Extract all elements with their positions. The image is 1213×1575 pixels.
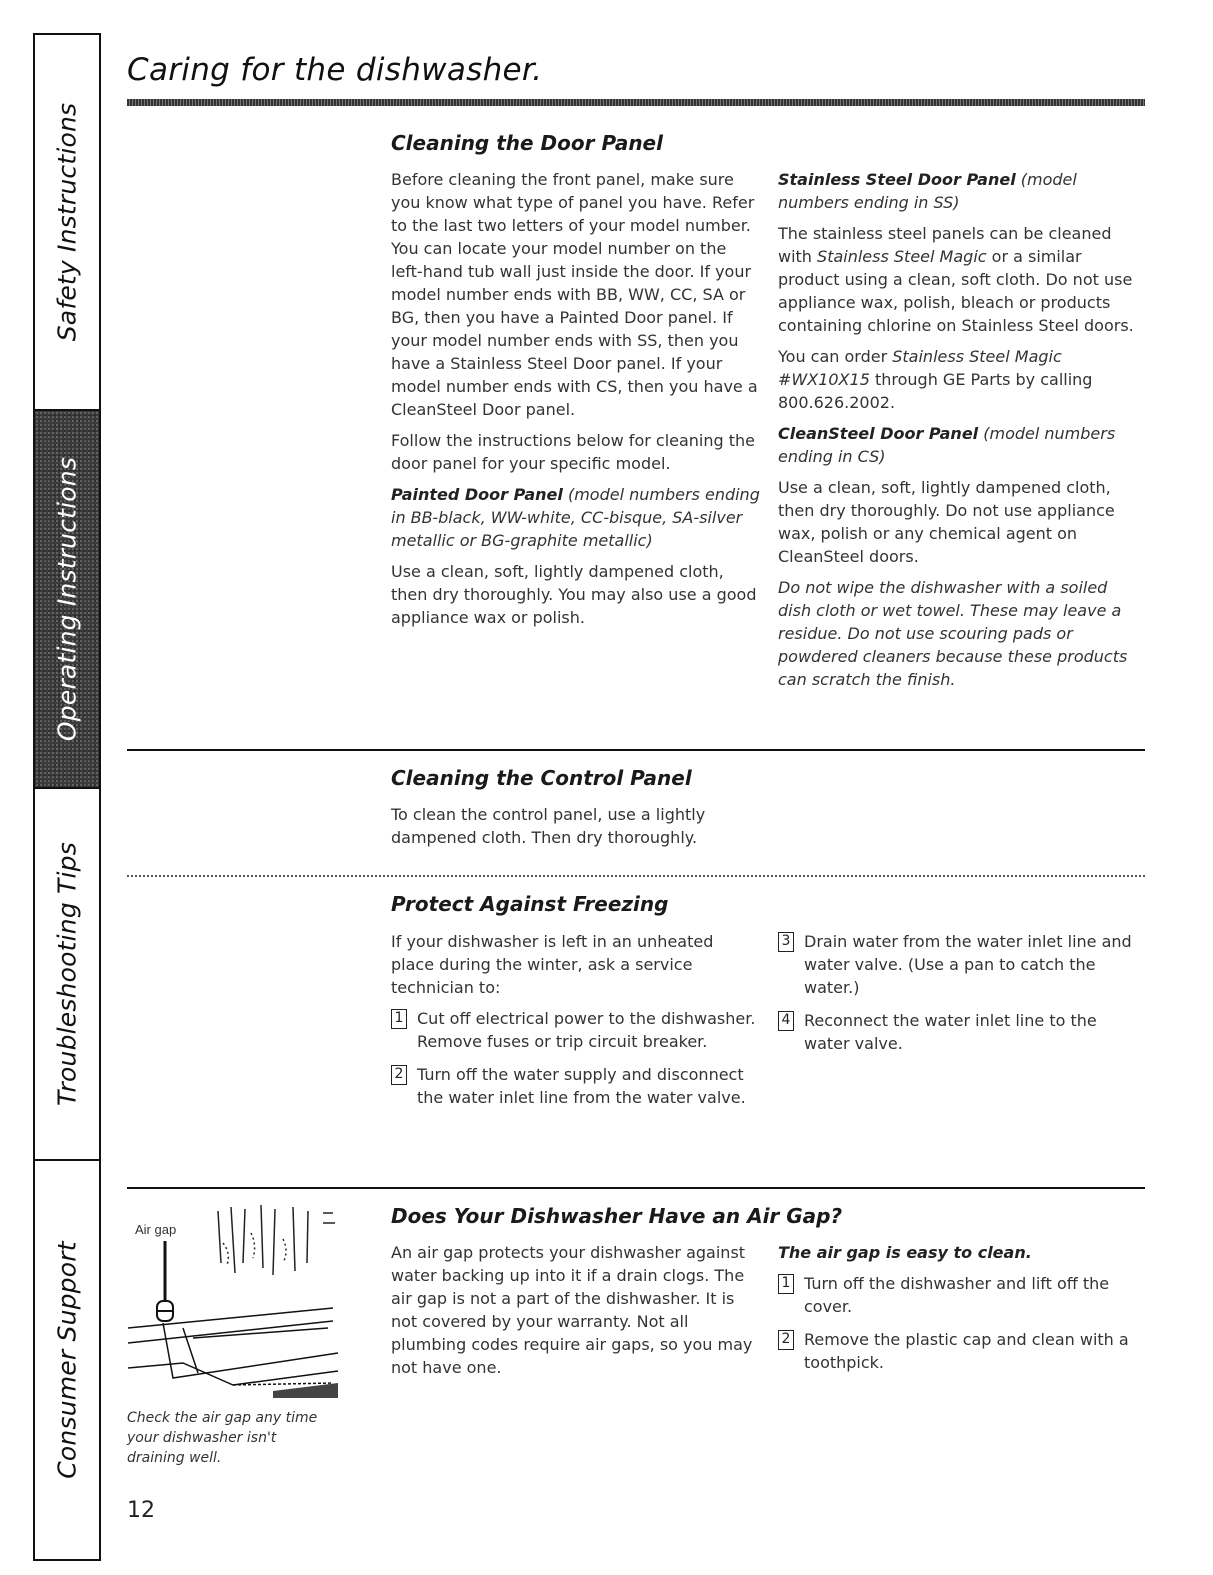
product-name: Stainless Steel Magic #WX10X15 <box>778 347 1062 389</box>
air-gap-fixture <box>157 1301 173 1321</box>
section-divider <box>127 1187 1145 1189</box>
door-panel-warning: Do not wipe the dishwasher with a soiled dish cloth or wet towel. These may leave a residue. Do not use scouring pads or powdered cleaners because these products can scratch the finish. <box>778 578 1128 689</box>
tab-label: Troubleshooting Tips <box>52 842 82 1106</box>
text-part: The stainless steel panels can be cleaned with <box>778 224 1112 266</box>
heading-air-gap: Does Your Dishwasher Have an Air Gap? <box>391 1204 843 1228</box>
air-gap-left-column <box>391 1241 761 1387</box>
step-text: Drain water from the water inlet line and water valve. (Use a pan to catch the water.) <box>804 932 1132 997</box>
freezing-step <box>391 1063 761 1109</box>
cleansteel-panel-note: (model numbers ending in CS) <box>778 424 1116 466</box>
title-rule <box>127 99 1145 106</box>
text-part: through GE Parts by calling 800.626.2002. <box>778 370 1093 412</box>
air-gap-drawing <box>123 1203 343 1403</box>
cabinet-shade <box>273 1383 338 1398</box>
tab-label: Safety Instructions <box>52 102 82 342</box>
section-divider <box>127 875 1145 877</box>
freezing-intro: If your dishwasher is left in an unheated place during the winter, ask a service technician to: <box>391 932 714 997</box>
freezing-left-column <box>391 930 761 1119</box>
step-number-box: 4 <box>778 1011 794 1031</box>
heading-freezing: Protect Against Freezing <box>391 892 669 916</box>
air-gap-illustration <box>123 1203 343 1403</box>
air-gap-label: Air gap <box>135 1222 177 1237</box>
stainless-order-text <box>778 345 1138 414</box>
heading-door-panel: Cleaning the Door Panel <box>391 131 663 155</box>
step-text: Turn off the dishwasher and lift off the cover. <box>804 1274 1110 1316</box>
page-title: Caring for the dishwasher. <box>127 52 543 88</box>
page-number: 12 <box>127 1498 155 1523</box>
painted-panel-note: (model numbers ending in BB-black, WW-white, CC-bisque, SA-silver metallic or BG-graphite metallic) <box>391 485 760 550</box>
door-panel-left-column <box>391 168 761 637</box>
tab-label: Operating Instructions <box>52 456 82 742</box>
stainless-panel-block <box>778 168 1138 214</box>
tab-label: Consumer Support <box>52 1241 82 1479</box>
tab-consumer-support[interactable] <box>35 1161 99 1559</box>
text-part: You can order <box>778 347 893 366</box>
heading-control-panel: Cleaning the Control Panel <box>391 766 692 790</box>
step-text: Remove the plastic cap and clean with a toothpick. <box>804 1330 1129 1372</box>
freezing-step <box>778 930 1138 999</box>
door-panel-right-column <box>778 168 1138 699</box>
step-number-box: 3 <box>778 932 794 952</box>
section-divider <box>127 749 1145 751</box>
tab-safety-instructions[interactable] <box>35 35 99 411</box>
air-gap-right-column <box>778 1241 1143 1384</box>
air-gap-step <box>778 1272 1143 1318</box>
step-number-box: 1 <box>778 1274 794 1294</box>
tab-operating-instructions[interactable] <box>35 411 99 789</box>
step-number-box: 2 <box>391 1065 407 1085</box>
cleansteel-panel-heading: CleanSteel Door Panel <box>778 424 979 443</box>
cleansteel-panel-block <box>778 422 1138 468</box>
stainless-panel-text <box>778 222 1138 337</box>
text-part: or a similar product using a clean, soft cloth. Do not use appliance wax, polish, bleach or products containing chlorine on Stainless Steel doors. <box>778 247 1134 335</box>
step-text: Reconnect the water inlet line to the water valve. <box>804 1011 1097 1053</box>
stainless-panel-heading: Stainless Steel Door Panel <box>778 170 1016 189</box>
tab-troubleshooting-tips[interactable] <box>35 789 99 1161</box>
painted-panel-block <box>391 483 761 552</box>
painted-panel-text: Use a clean, soft, lightly dampened cloth, then dry thoroughly. You may also use a good appliance wax or polish. <box>391 562 757 627</box>
product-name: Stainless Steel Magic <box>817 247 987 266</box>
air-gap-intro: An air gap protects your dishwasher against water backing up into it if a drain clogs. The air gap is not a part of the dishwasher. It is not covered by your warranty. Not all plumbing codes require air gaps, so you may not have one. <box>391 1243 753 1377</box>
window-sketch <box>218 1205 335 1275</box>
painted-panel-heading: Painted Door Panel <box>391 485 563 504</box>
door-panel-intro: Before cleaning the front panel, make sure you know what type of panel you have. Refer to the last two letters of your model number. You can locate your model number on the left-hand tub wall just inside the door. If your model number ends with BB, WW, CC, SA or BG, then you have a Painted Door panel. If your model number ends with SS, then you have a Stainless Steel Door panel. If your model number ends with CS, then you have a CleanSteel Door panel. <box>391 170 758 419</box>
air-gap-easy-heading: The air gap is easy to clean. <box>778 1243 1032 1262</box>
control-panel-text: To clean the control panel, use a lightly dampened cloth. Then dry thoroughly. <box>391 805 706 847</box>
stainless-panel-note: (model numbers ending in SS) <box>778 170 1077 212</box>
freezing-right-column <box>778 930 1138 1065</box>
cleansteel-panel-text: Use a clean, soft, lightly dampened cloth, then dry thoroughly. Do not use appliance wax, polish or any chemical agent on CleanSteel doors. <box>778 478 1115 566</box>
door-panel-follow: Follow the instructions below for cleaning the door panel for your specific model. <box>391 431 756 473</box>
freezing-step <box>778 1009 1138 1055</box>
air-gap-caption: Check the air gap any time your dishwasher isn't draining well. <box>127 1410 318 1466</box>
side-tab-strip <box>33 33 101 1561</box>
step-number-box: 1 <box>391 1009 407 1029</box>
air-gap-step <box>778 1328 1143 1374</box>
step-number-box: 2 <box>778 1330 794 1350</box>
control-panel-column <box>391 803 761 857</box>
step-text: Cut off electrical power to the dishwasher. Remove fuses or trip circuit breaker. <box>417 1009 756 1051</box>
freezing-step <box>391 1007 761 1053</box>
step-text: Turn off the water supply and disconnect the water inlet line from the water valve. <box>417 1065 746 1107</box>
